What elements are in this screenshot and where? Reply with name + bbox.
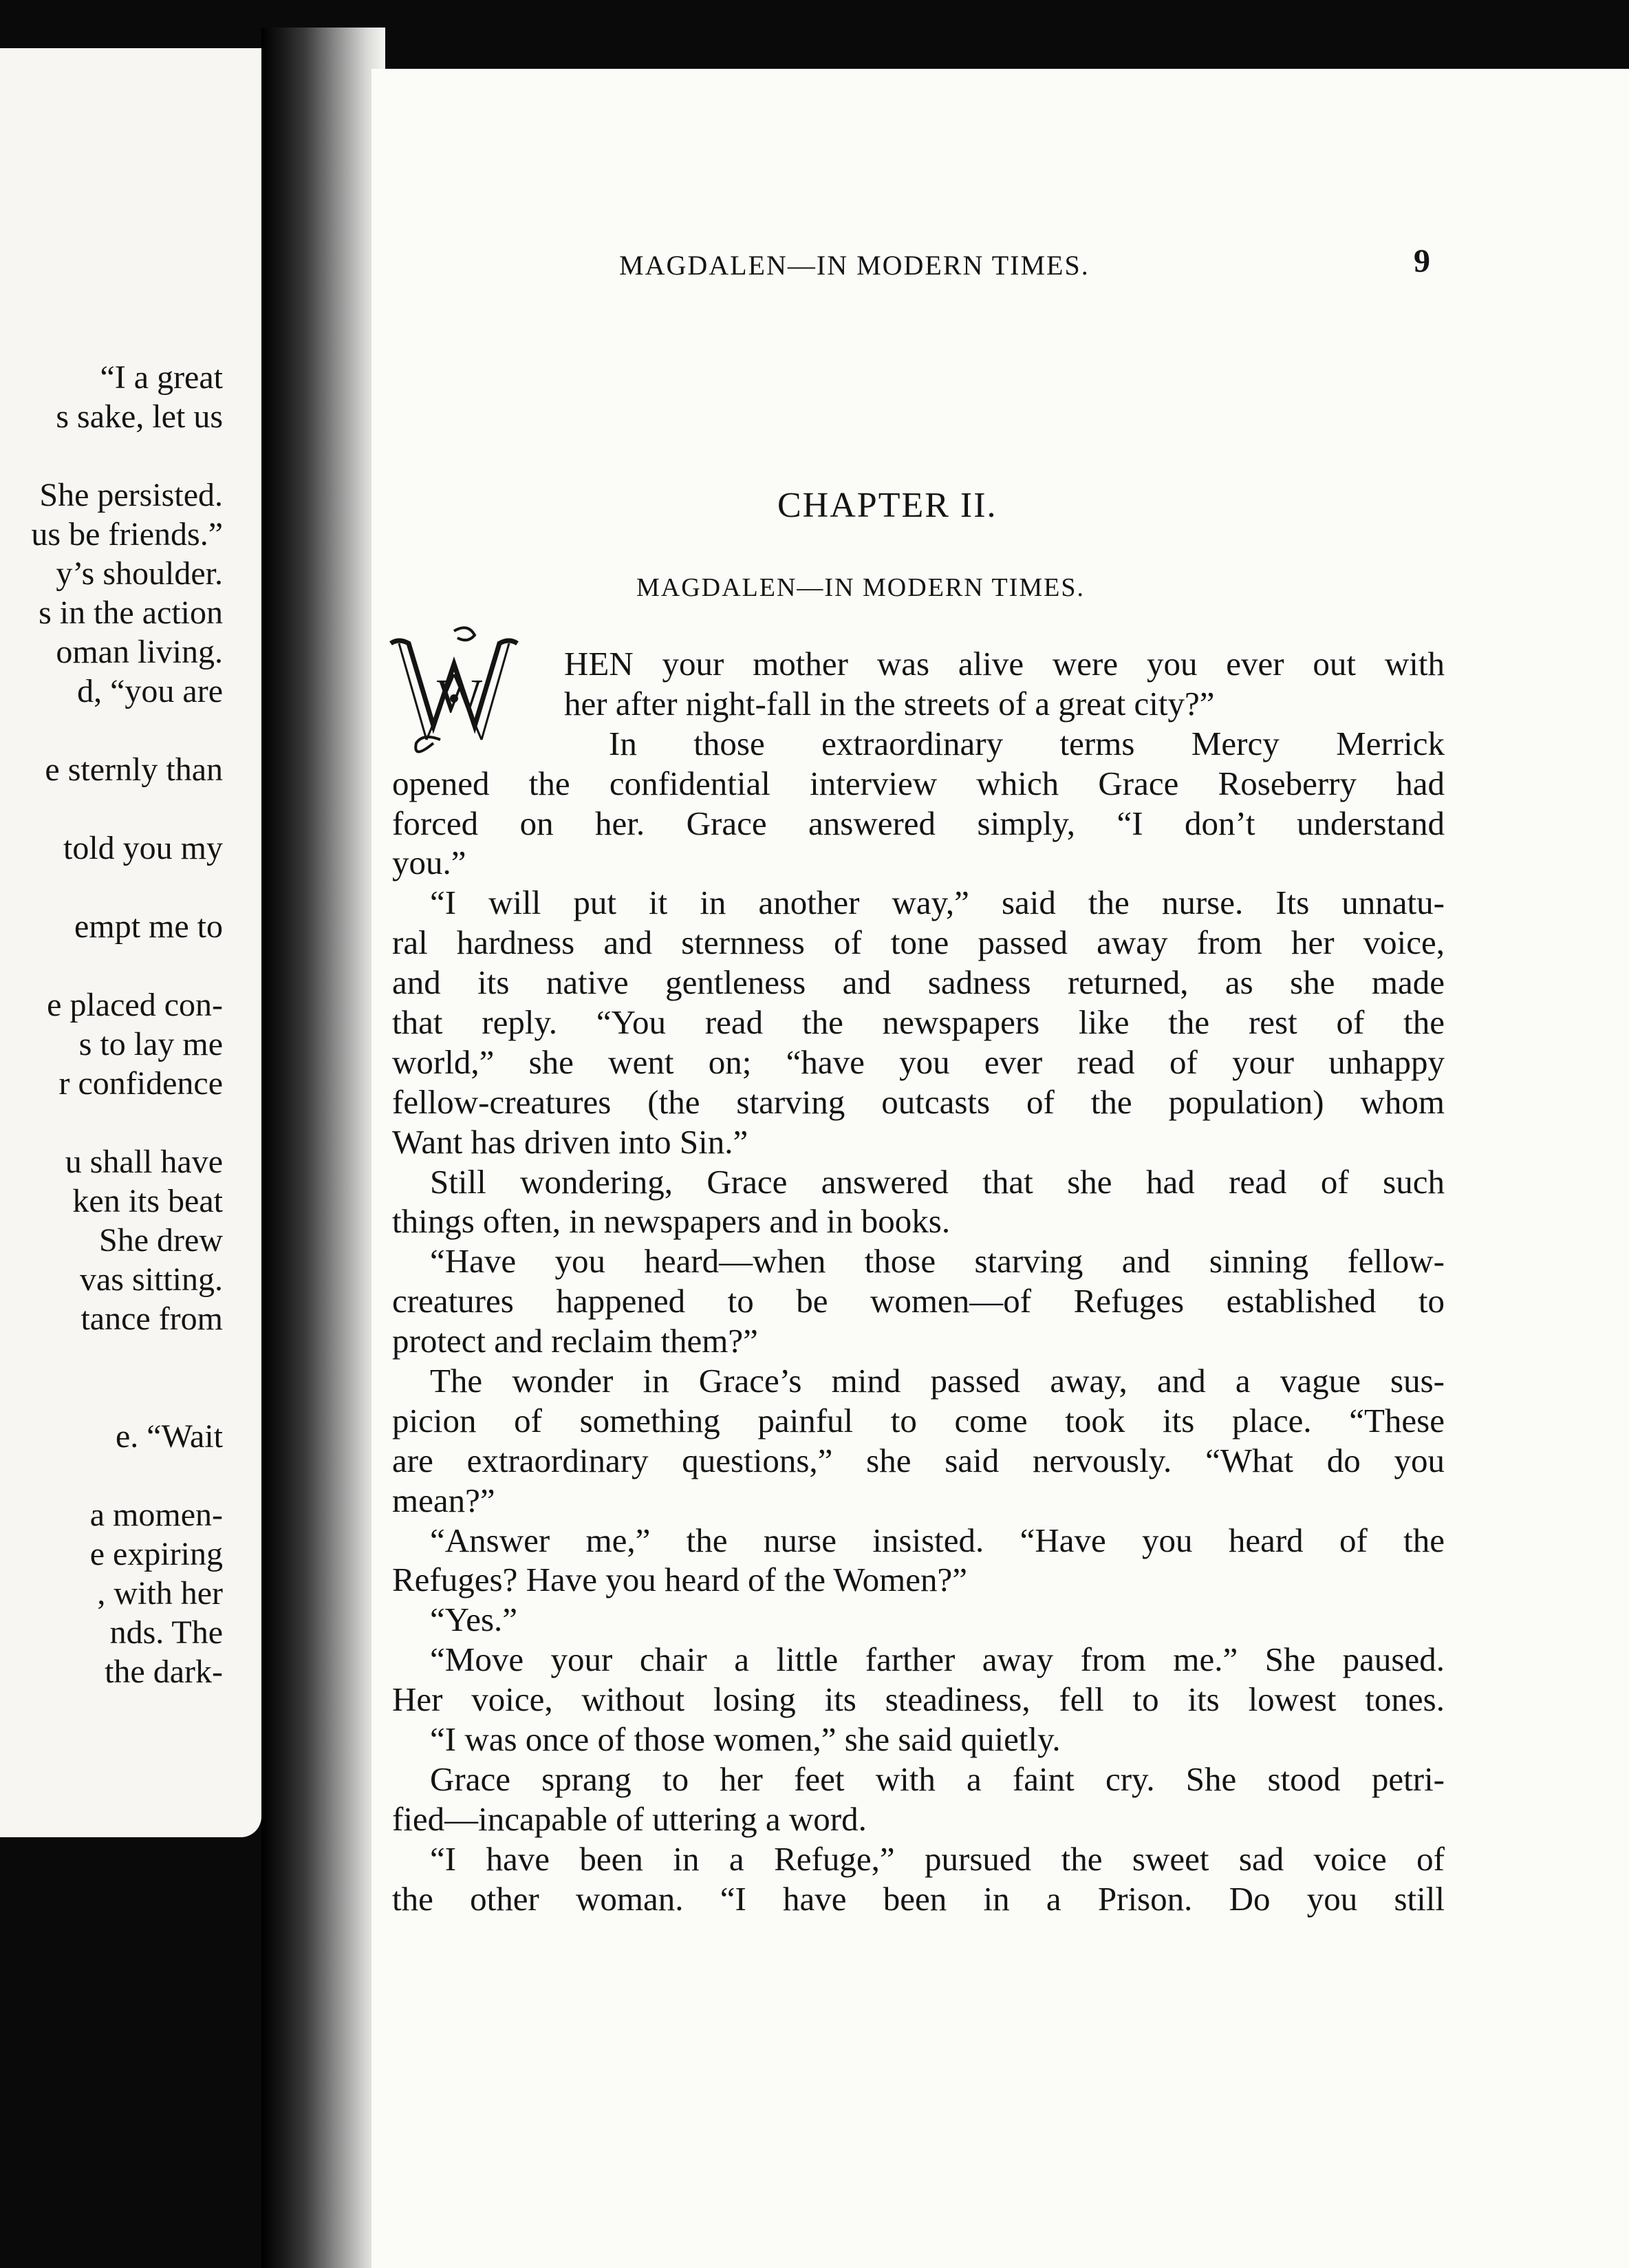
body-line: Refuges? Have you heard of the Women?” — [392, 1561, 967, 1599]
body-line: The wonder in Grace’s mind passed away, and a vague sus- — [430, 1362, 1445, 1400]
left-page-line — [0, 436, 261, 475]
left-page-line: nds. The — [109, 1614, 223, 1651]
body-line: In those extraordinary terms Mercy Merrick — [609, 724, 1445, 762]
body-line: protect and reclaim them?” — [392, 1322, 758, 1360]
left-page-line — [0, 868, 261, 907]
left-page-line: s sake, let us — [56, 398, 223, 435]
left-page-line: a momen- — [89, 1497, 223, 1533]
left-page-line — [0, 711, 261, 750]
chapter-body-text — [392, 644, 1445, 1919]
left-page-text — [0, 358, 261, 1691]
left-page-line — [0, 1378, 261, 1417]
left-page-line: u shall have — [65, 1144, 223, 1180]
body-line: fied—incapable of uttering a word. — [392, 1799, 867, 1838]
chapter-title: CHAPTER II. — [777, 486, 997, 525]
body-line: fellow-creatures (the starving outcasts of the population) whom — [392, 1082, 1445, 1121]
body-line: are extraordinary questions,” she said nervously. “What do you — [392, 1441, 1445, 1479]
body-line: you.” — [392, 844, 466, 882]
left-page-line: r confidence — [58, 1065, 223, 1102]
body-line: Still wondering, Grace answered that she had read of such — [430, 1162, 1445, 1201]
body-line: picion of something painful to come took its place. “These — [392, 1401, 1445, 1440]
page-number: 9 — [1414, 243, 1430, 279]
left-page-line: empt me to — [74, 908, 223, 945]
left-page-line — [0, 946, 261, 985]
left-page-line: e placed con- — [47, 987, 223, 1023]
body-line: “Have you heard—when those starving and sinning fellow- — [430, 1242, 1445, 1281]
body-line: “I have been in a Refuge,” pursued the sweet sad voice of — [430, 1839, 1445, 1878]
body-line: Grace sprang to her feet with a faint cry. She stood petri- — [430, 1759, 1445, 1798]
body-line: Her voice, without losing its steadiness, fell to its lowest tones. — [392, 1680, 1445, 1719]
left-page-line: s to lay me — [78, 1026, 223, 1062]
left-page-line: e sternly than — [45, 751, 223, 788]
body-line: forced on her. Grace answered simply, “I don’t understand — [392, 804, 1445, 842]
body-line: ral hardness and sternness of tone passed away from her voice, — [392, 923, 1445, 962]
body-line: “Move your chair a little farther away from me.” She paused. — [430, 1640, 1445, 1679]
running-title: MAGDALEN—IN MODERN TIMES. — [619, 250, 1090, 281]
left-page-line: told you my — [63, 830, 223, 866]
left-page-line — [0, 1338, 261, 1378]
left-page-line — [0, 1103, 261, 1142]
left-page-line: oman living. — [56, 634, 223, 670]
body-line: her after night-fall in the streets of a great city?” — [564, 684, 1215, 723]
left-page-line — [0, 789, 261, 828]
body-line: “Answer me,” the nurse insisted. “Have you heard of the — [430, 1521, 1445, 1559]
left-page-line: s in the action — [39, 595, 223, 631]
left-page-line: us be friends.” — [31, 516, 223, 553]
book-gutter-shadow — [261, 28, 385, 2268]
left-page-line: vas sitting. — [79, 1261, 223, 1298]
body-line: and its native gentleness and sadness returned, as she made — [392, 963, 1445, 1002]
left-page-line: the dark- — [105, 1654, 223, 1690]
drop-cap-letter: W — [437, 670, 483, 723]
left-page-line: y’s shoulder. — [56, 555, 223, 592]
left-page-line: “I a great — [100, 359, 223, 396]
body-line: creatures happened to be women—of Refuges established to — [392, 1282, 1445, 1320]
left-page-line: e. “Wait — [115, 1418, 223, 1455]
body-line: “I will put it in another way,” said the nurse. Its unnatu- — [430, 884, 1445, 922]
chapter-subtitle: MAGDALEN—IN MODERN TIMES. — [636, 573, 1086, 602]
body-line: HEN your mother was alive were you ever out with — [564, 645, 1445, 683]
body-line: things often, in newspapers and in books. — [392, 1202, 951, 1241]
body-line: “Yes.” — [430, 1601, 518, 1639]
left-page-line: tance from — [80, 1301, 223, 1337]
body-line: “I was once of those women,” she said quietly. — [430, 1720, 1061, 1759]
body-line: mean?” — [392, 1481, 495, 1519]
left-page-line: She drew — [99, 1222, 223, 1259]
left-page-line: d, “you are — [77, 673, 223, 709]
body-line: the other woman. “I have been in a Prison. Do you still — [392, 1879, 1445, 1918]
body-line: opened the confidential interview which Grace Roseberry had — [392, 764, 1445, 802]
body-line: that reply. “You read the newspapers like the rest of the — [392, 1003, 1445, 1042]
left-page-line: She persisted. — [39, 477, 223, 513]
left-facing-page — [0, 48, 261, 1837]
left-page-line: ken its beat — [72, 1183, 223, 1219]
body-line: Want has driven into Sin.” — [392, 1122, 748, 1161]
body-line: world,” she went on; “have you ever read of your unhappy — [392, 1042, 1445, 1081]
left-page-line — [0, 1456, 261, 1495]
left-page-line: e expiring — [89, 1536, 223, 1572]
left-page-line: , with her — [97, 1575, 223, 1612]
